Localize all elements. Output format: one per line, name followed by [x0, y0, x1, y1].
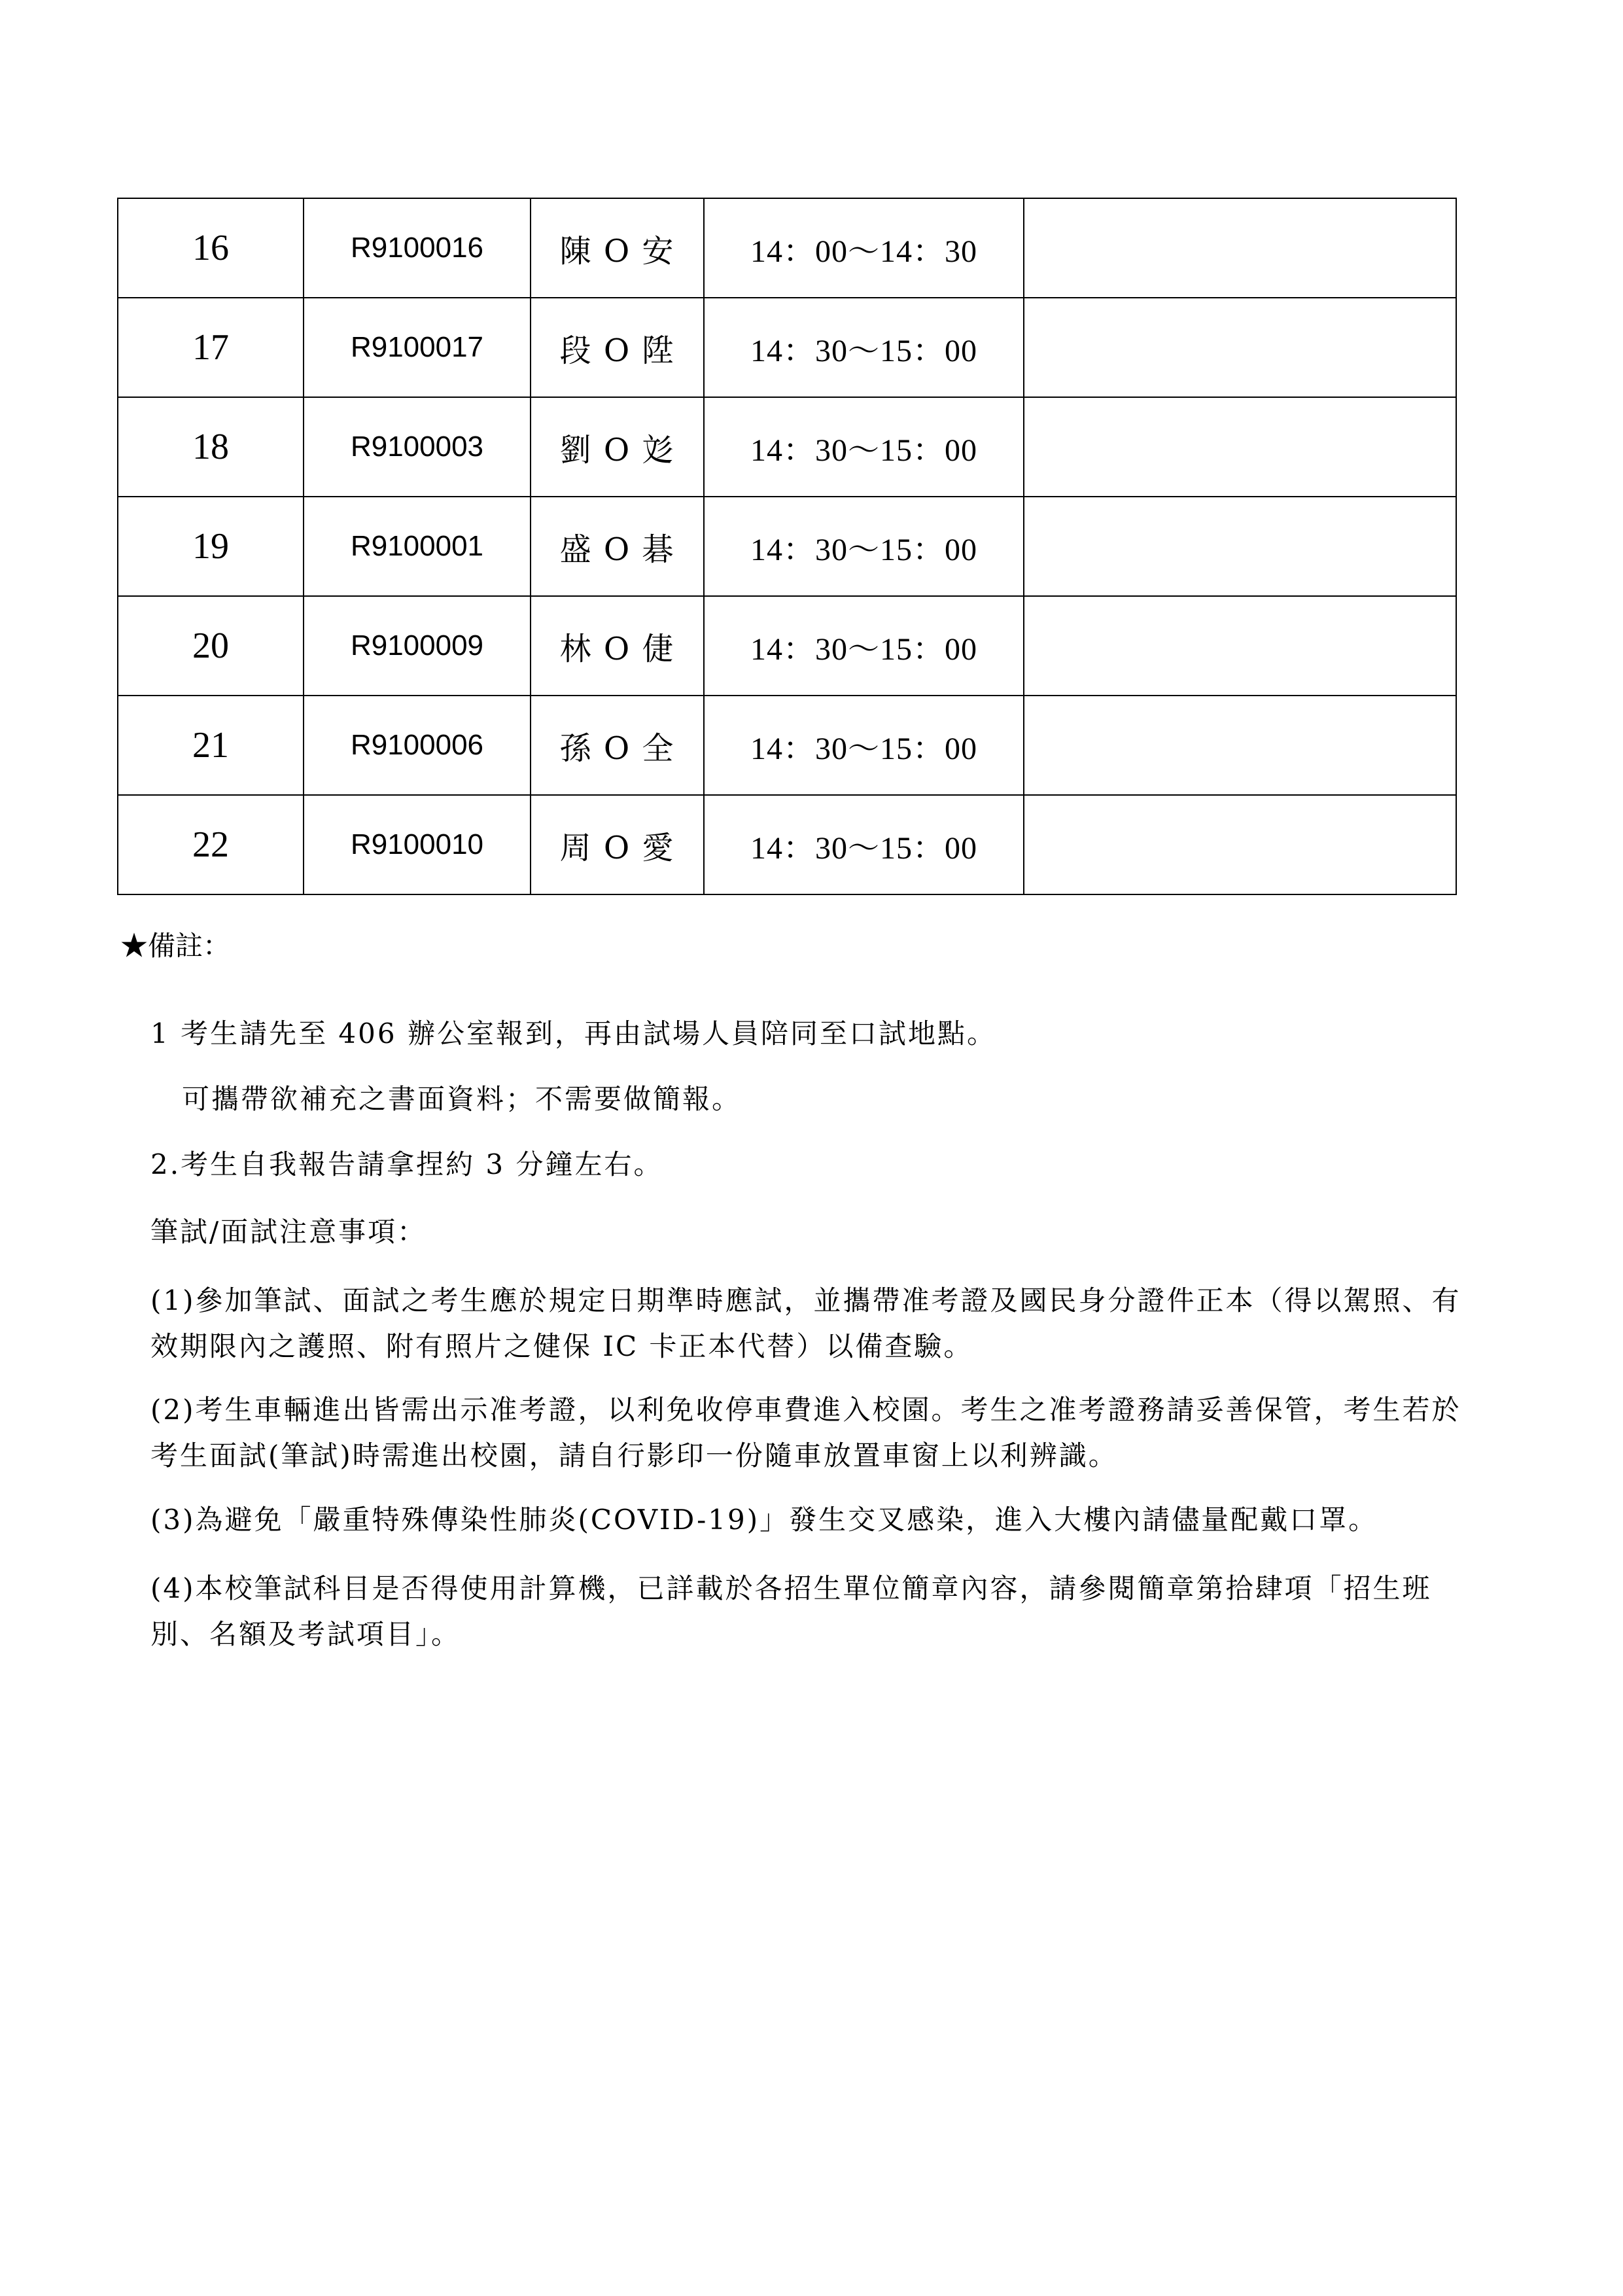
- remark-cell: [1024, 795, 1456, 894]
- candidate-id-cell: R9100016: [304, 198, 531, 298]
- table-row: [118, 696, 1456, 795]
- time-slot-cell: 14：30～15：00: [704, 795, 1024, 894]
- note-self-report: 2.考生自我報告請拿捏約 3 分鐘左右。: [150, 1148, 663, 1180]
- time-slot-cell: 14：30～15：00: [704, 596, 1024, 696]
- table-row: [118, 795, 1456, 894]
- remark-cell: [1024, 397, 1456, 497]
- seq-cell: 17: [118, 298, 304, 397]
- schedule-table: [117, 198, 1457, 895]
- notes-heading: ★備註：: [120, 930, 231, 962]
- seq-cell: 16: [118, 198, 304, 298]
- candidate-name-cell: 林 O 倢: [531, 596, 704, 696]
- note-checkin: 1 考生請先至 406 辦公室報到，再由試場人員陪同至口試地點。: [150, 1017, 996, 1050]
- remark-cell: [1024, 497, 1456, 596]
- time-slot-cell: 14：30～15：00: [704, 298, 1024, 397]
- notice-item-1: (1)參加筆試、面試之考生應於規定日期準時應試，並攜帶准考證及國民身分證件正本（得以駕照、有效期限內之護照、附有照片之健保 IC 卡正本代替）以備查驗。: [150, 1284, 1461, 1362]
- time-slot-cell: 14：30～15：00: [704, 696, 1024, 795]
- notice-item-2: (2)考生車輛進出皆需出示准考證，以利免收停車費進入校園。考生之准考證務請妥善保管，考生若於考生面試(筆試)時需進出校園，請自行影印一份隨車放置車窗上以利辨識。: [150, 1394, 1461, 1472]
- candidate-id-cell: R9100010: [304, 795, 531, 894]
- candidate-name-cell: 盛 O 碁: [531, 497, 704, 596]
- time-slot-cell: 14：30～15：00: [704, 397, 1024, 497]
- candidate-name-cell: 陳 O 安: [531, 198, 704, 298]
- candidate-id-cell: R9100001: [304, 497, 531, 596]
- table-row: [118, 596, 1456, 696]
- time-slot-cell: 14：00～14：30: [704, 198, 1024, 298]
- candidate-id-cell: R9100009: [304, 596, 531, 696]
- remark-cell: [1024, 696, 1456, 795]
- notice-item-4: (4)本校筆試科目是否得使用計算機，已詳載於各招生單位簡章內容，請參閱簡章第拾肆項「招生班別、名額及考試項目」。: [150, 1572, 1432, 1650]
- seq-cell: 20: [118, 596, 304, 696]
- time-slot-cell: 14：30～15：00: [704, 497, 1024, 596]
- candidate-id-cell: R9100003: [304, 397, 531, 497]
- candidate-name-cell: 段 O 陞: [531, 298, 704, 397]
- table-row: [118, 497, 1456, 596]
- table-row: [118, 198, 1456, 298]
- candidate-name-cell: 孫 O 全: [531, 696, 704, 795]
- notice-item-3: (3)為避免「嚴重特殊傳染性肺炎(COVID-19)」發生交叉感染，進入大樓內請儘量配戴口罩。: [150, 1504, 1378, 1536]
- candidate-name-cell: 周 O 愛: [531, 795, 704, 894]
- remark-cell: [1024, 596, 1456, 696]
- exam-notices-heading: 筆試/面試注意事項：: [150, 1216, 427, 1248]
- table-row: [118, 397, 1456, 497]
- seq-cell: 19: [118, 497, 304, 596]
- candidate-name-cell: 劉 O 彣: [531, 397, 704, 497]
- note-materials: 可攜帶欲補充之書面資料；不需要做簡報。: [182, 1083, 742, 1115]
- remark-cell: [1024, 198, 1456, 298]
- seq-cell: 21: [118, 696, 304, 795]
- candidate-id-cell: R9100017: [304, 298, 531, 397]
- seq-cell: 18: [118, 397, 304, 497]
- candidate-id-cell: R9100006: [304, 696, 531, 795]
- remark-cell: [1024, 298, 1456, 397]
- seq-cell: 22: [118, 795, 304, 894]
- table-row: [118, 298, 1456, 397]
